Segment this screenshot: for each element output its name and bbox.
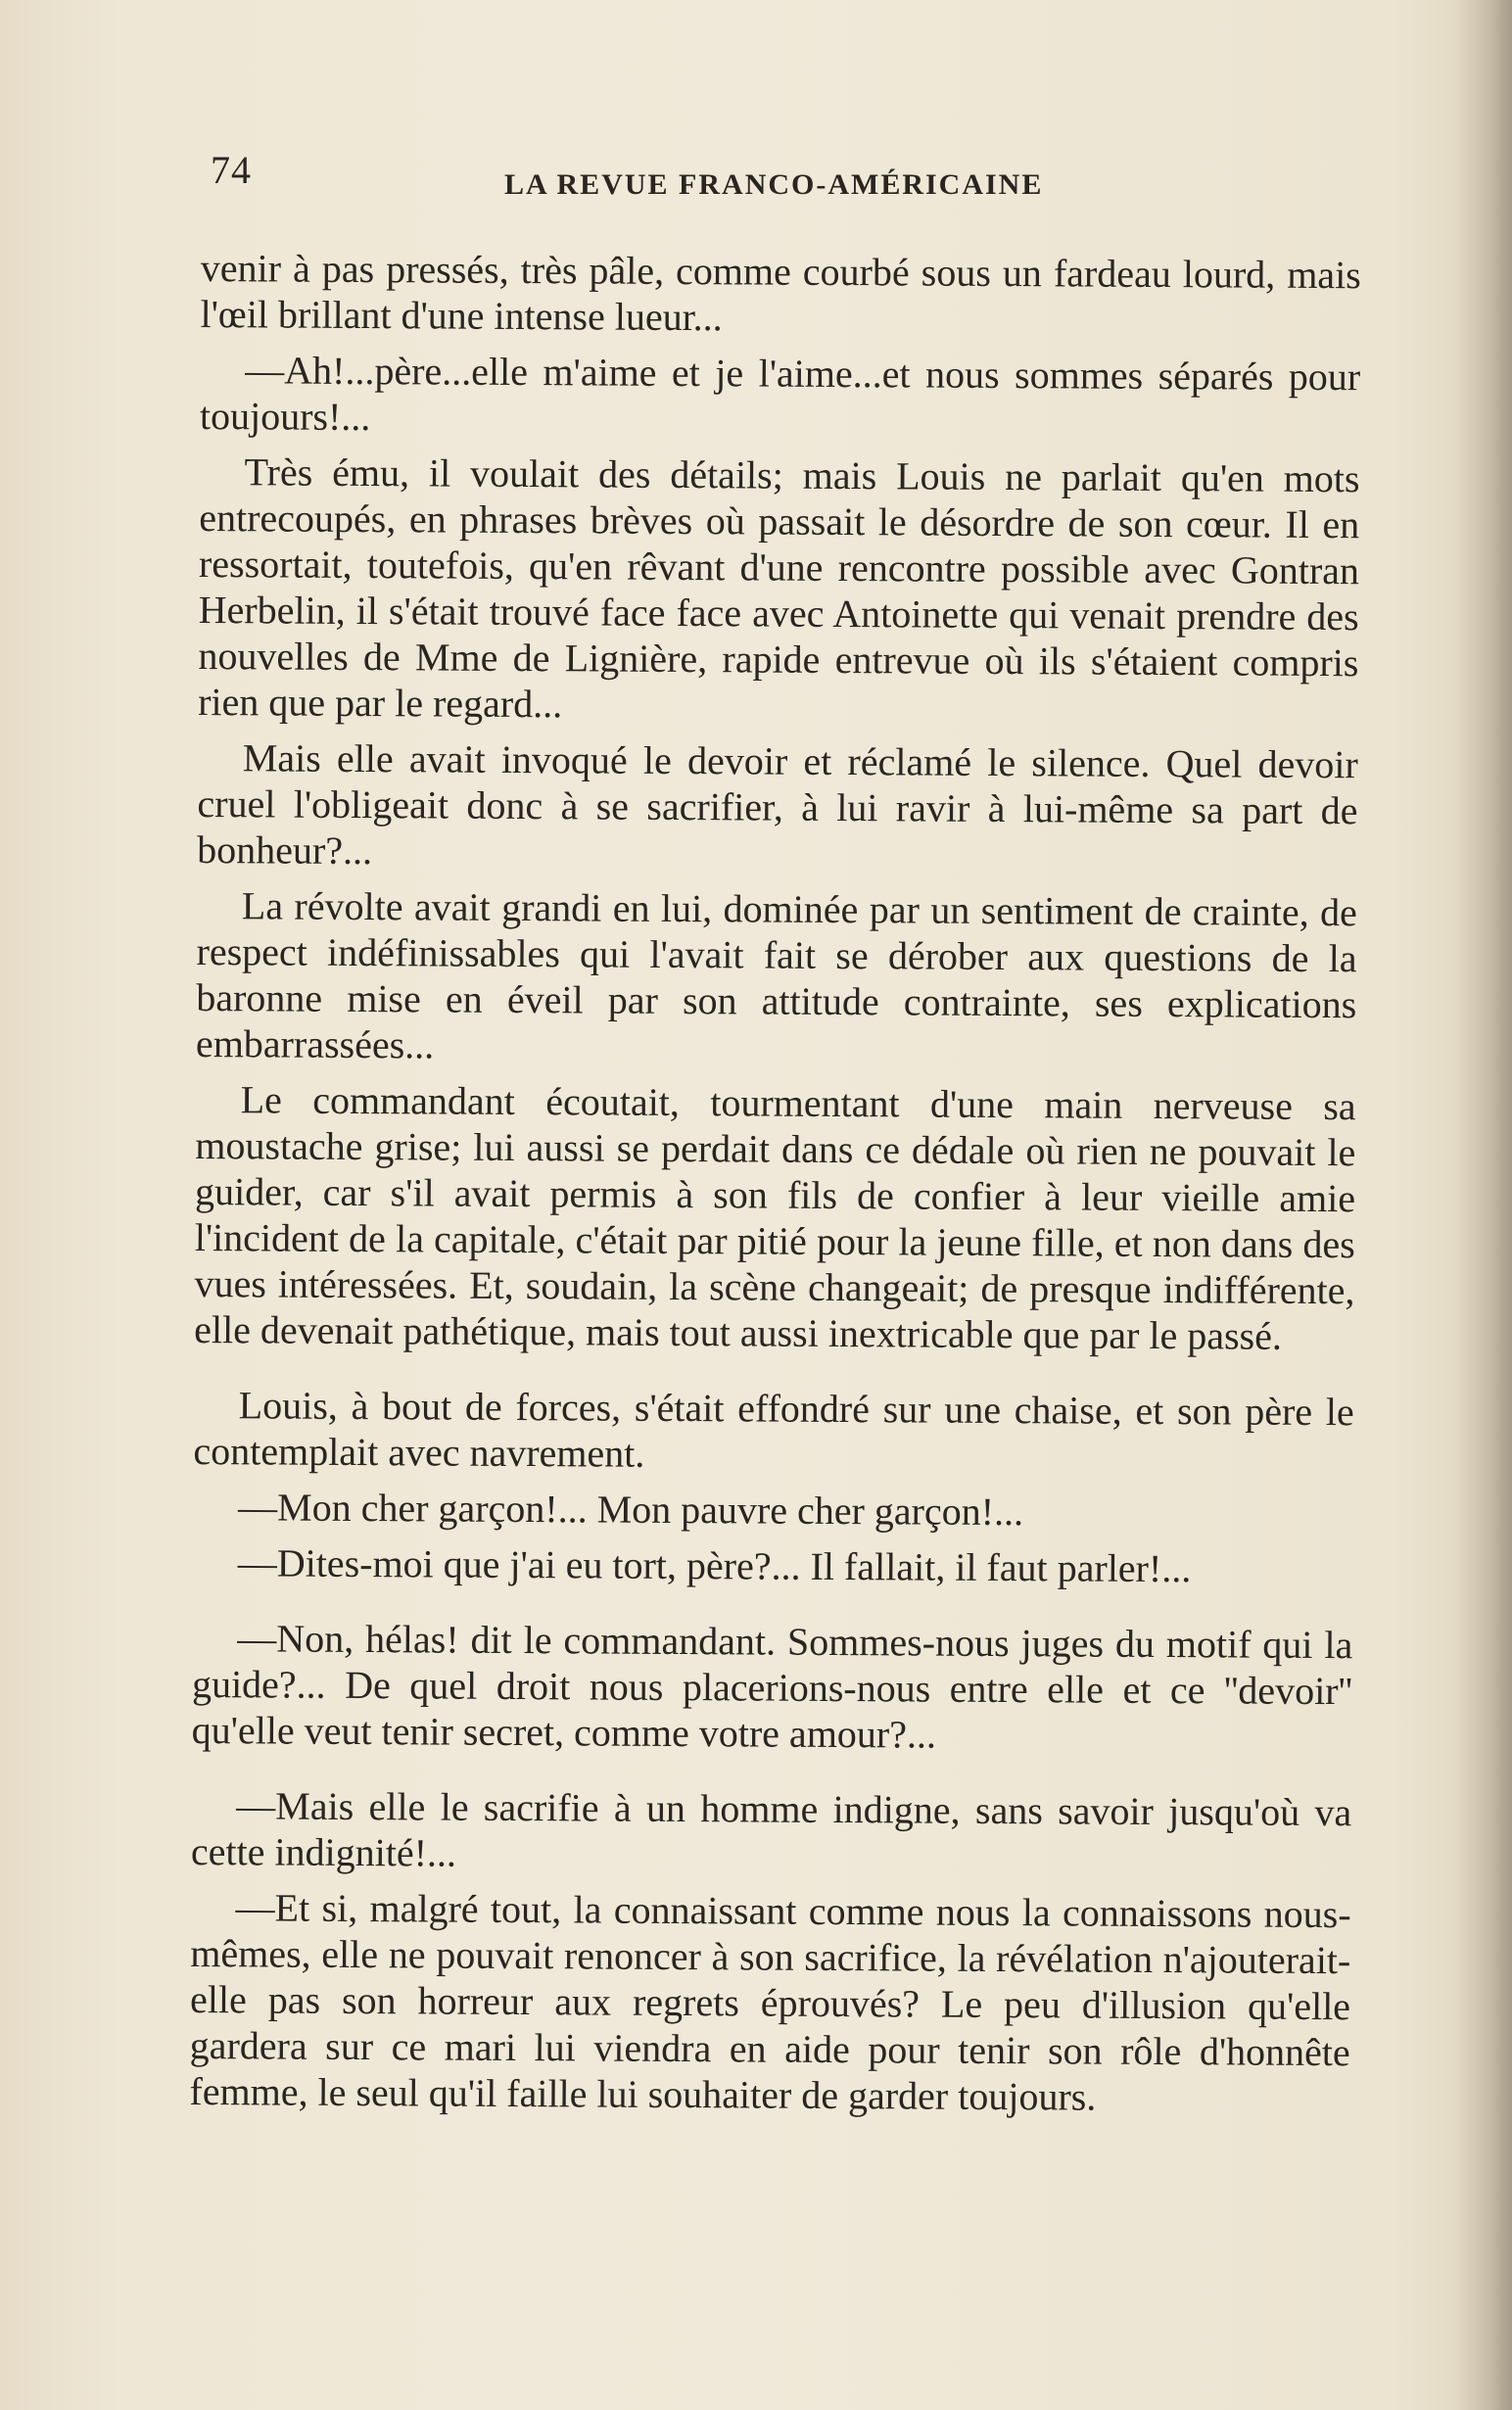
- page-number: 74: [211, 148, 252, 192]
- paragraph: venir à pas pressés, très pâle, comme courbé sous un fardeau lourd, mais l'œil brillant d'une intense lueur...: [200, 245, 1361, 340]
- paragraph: Très ému, il voulait des détails; mais Louis ne parlait qu'en mots entrecoupés, en phrases brèves où passait le désordre de son cœur. Il en ressortait, toutefois, qu'en rêvant d'une rencontre possible avec Gontran Herbelin, il s'était trouvé face face avec Antoinette qui venait prendre des nouvelles de Mme de Lignière, rapide entrevue où ils s'étaient compris rien que par le regard...: [198, 449, 1360, 727]
- paragraph: Louis, à bout de forces, s'était effondré sur une chaise, et son père le contemplait avec navrement.: [193, 1383, 1354, 1476]
- paragraph: Le commandant écoutait, tourmentant d'une main nerveuse sa moustache grise; lui aussi se perdait dans ce dédale où rien ne pouvait le guider, car s'il avait permis à son fils de confier à leur vieille amie l'incident de la capitale, c'était par pitié pour la jeune fille, et non dans des vues intéressées. Et, soudain, la scène changeait; de presque indifférente, elle devenait pathétique, mais tout aussi inextricable que par le passé.: [194, 1077, 1356, 1358]
- binding-shadow: [1453, 0, 1512, 2410]
- paragraph: —Et si, malgré tout, la connaissant comme nous la connaissons nous-mêmes, elle ne pouvait renoncer à son sacrifice, la révélation n'ajouterait-elle pas son horreur aux regrets éprouvés? Le peu d'illusion qu'elle gardera sur ce mari lui viendra en aide pour tenir son rôle d'honnête femme, le seul qu'il faille lui souhaiter de garder toujours.: [189, 1885, 1351, 2119]
- body-text: [189, 245, 1361, 2131]
- paragraph: La révolte avait grandi en lui, dominée par un sentiment de crainte, de respect indéfinissables qui l'avait fait se dérober aux questions de la baronne mise en éveil par son attitude contrainte, ses explications embarrassées...: [195, 883, 1357, 1067]
- paragraph: —Non, hélas! dit le commandant. Sommes-nous juges du motif qui la guide?... De quel droit nous placerions-nous entre elle et ce ''devoir'' qu'elle veut tenir secret, comme votre amour?...: [191, 1616, 1353, 1757]
- paragraph: —Ah!...père...elle m'aime et je l'aime...et nous sommes séparés pour toujours!...: [199, 348, 1361, 440]
- paragraph: —Mon cher garçon!... Mon pauvre cher garçon!...: [237, 1485, 1024, 1535]
- paragraph: Mais elle avait invoqué le devoir et réclamé le silence. Quel devoir cruel l'obligeait donc à se sacrifier, à lui ravir à lui-même sa part de bonheur?...: [197, 735, 1358, 874]
- paragraph: —Mais elle le sacrifie à un homme indigne, sans savoir jusqu'où va cette indignité!...: [190, 1783, 1352, 1875]
- paragraph: —Dites-moi que j'ai eu tort, père?... Il fallait, il faut parler!...: [237, 1540, 1192, 1591]
- page-header: [211, 147, 1386, 215]
- running-head: LA REVUE FRANCO-AMÉRICAINE: [504, 168, 1044, 201]
